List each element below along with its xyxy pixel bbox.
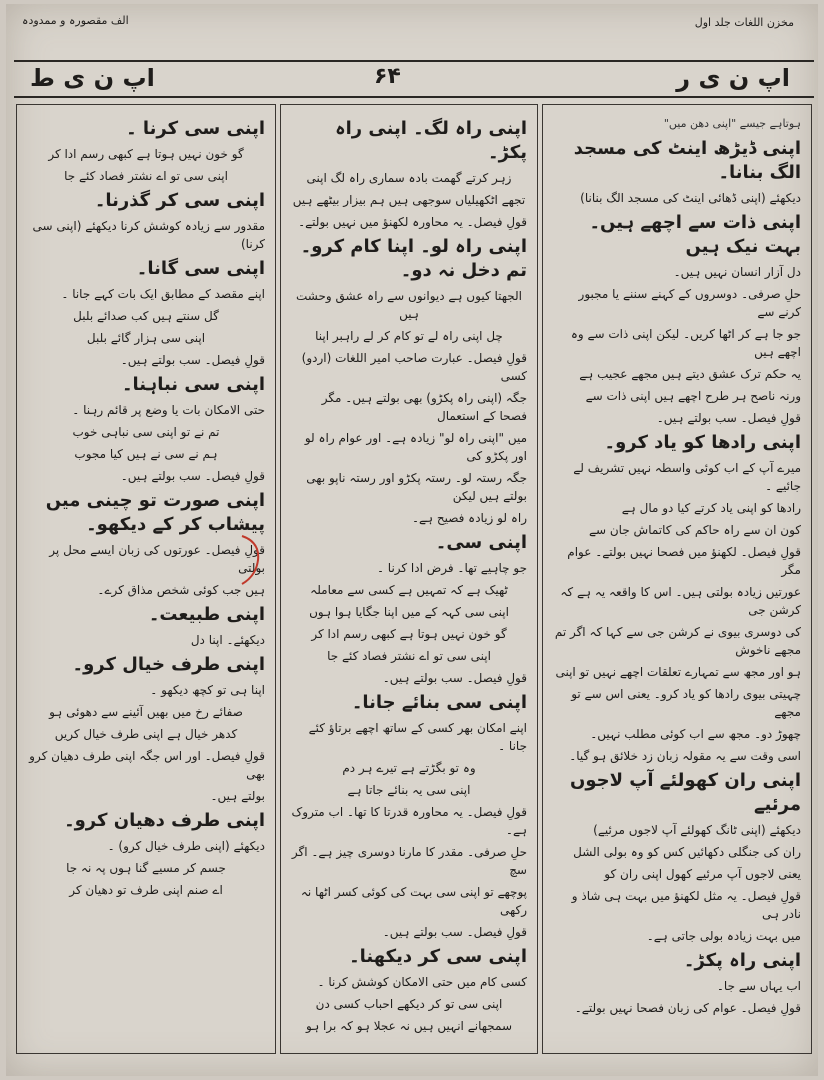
- text-line: کون ان سے راہ حاکم کی کاتماش جان سے: [588, 523, 801, 537]
- text-line: میں بہت زیادہ بولی جاتی ہے۔: [646, 929, 801, 943]
- page-header: [14, 60, 814, 98]
- header-left-letters: اپ ن ی ط: [30, 64, 155, 92]
- verse-line: اپنی سی تو اے نشتر فصاد کئے جا: [327, 649, 491, 663]
- text-line: قولِ فیصل۔ یہ مثل لکھنؤ میں بہت ہی شاذ و نادر ہی: [571, 889, 801, 921]
- entry-headword: اپنی راہ لو۔ اپنا کام کرو۔ تم دخل نہ دو۔: [300, 236, 527, 281]
- entry-headword: اپنی سی۔: [435, 532, 527, 553]
- text-line: قولِ فیصل۔ سب بولتے ہیں۔: [120, 469, 265, 483]
- entry-headword: اپنی طرف دھیان کرو۔: [64, 810, 265, 831]
- text-line: یہ حکم ترک عشق دیتے ہیں مجھے عجیب ہے: [579, 367, 801, 381]
- text-line: حتی الامکان بات یا وضع پر قائم رہنا ۔: [72, 403, 265, 417]
- text-line: چھوڑ دو۔ مجھ سے اب کوئی مطلب نہیں۔: [590, 727, 801, 741]
- text-line: دیکھئے (اپنی ٹانگ کھولئے آپ لاجوں مرئیے): [593, 823, 801, 837]
- verse-line: تم نے تو اپنی سی نباہی خوب: [72, 425, 220, 439]
- text-line: قولِ فیصل۔ عبارت صاحب امیر اللغات (اردو) کسی: [301, 351, 527, 383]
- text-line: ہیں جب کوئی شخص مذاق کرے۔: [97, 583, 265, 597]
- entry-headword: اپنی سی نباہنا۔: [122, 374, 265, 395]
- verse-line: اپنی سی یہ بنائے جاتا ہے: [347, 783, 471, 797]
- text-line: قولِ فیصل۔ عوام کی زبان فصحا نہیں بولتے۔: [574, 1001, 801, 1015]
- text-line: حلِ صرفی۔ مقدر کا مارنا دوسری چیز ہے۔ اگر سچ: [291, 845, 527, 877]
- verse-line: الجھتا کیوں ہے دیوانوں سے راہ عشق وحشت ہیں: [295, 289, 523, 321]
- text-line: حلِ صرفی۔ دوسروں کے کہنے سننے یا مجبور کرنے سے: [578, 287, 801, 319]
- entry-headword: اپنی ڈیڑھ اینٹ کی مسجد الگ بنانا۔: [573, 138, 801, 183]
- entry-headword: اپنی سی گانا۔: [136, 258, 265, 279]
- verse-line: سمجھانے انہیں ہیں نہ عجلا ہو کہ برا ہو: [306, 1019, 512, 1033]
- text-column-left: [16, 104, 276, 1054]
- entry-headword: اپنی صورت تو چینی میں پیشاب کر کے دیکھو۔: [45, 490, 265, 535]
- text-line: اپنا ہی تو کچھ دیکھو ۔: [150, 683, 265, 697]
- entry-headword: اپنی رادھا کو یاد کرو۔: [604, 432, 801, 453]
- book-title-note: مخزن اللغات جلد اول: [694, 16, 794, 29]
- entry-headword: اپنی طرف خیال کرو۔: [72, 654, 265, 675]
- text-line: بولتے ہیں۔: [210, 789, 265, 803]
- verse-line: اپنی سی تو کر دیکھے احباب کسی دن: [315, 997, 503, 1011]
- entry-headword: اپنی سی کرنا ۔: [126, 118, 265, 139]
- verse-line: جسم کر مسیے گنا ہوں پہ نہ جا: [66, 861, 226, 875]
- text-line: عورتیں زیادہ بولتی ہیں۔ اس کا واقعہ یہ ہے کہ کرشن جی: [560, 585, 801, 617]
- text-column-right: [542, 104, 812, 1054]
- text-line: اب یہاں سے جا۔: [716, 979, 801, 993]
- verse-line: ہم نے سی نے ہیں کیا مجوب: [74, 447, 218, 461]
- text-line: جگہ (اپنی راہ پکڑو) بھی بولتے ہیں۔ مگر فصحا کے استعمال: [321, 391, 527, 423]
- entry-headword: اپنی ذات سے اچھے ہیں۔ بہت نیک ہیں: [589, 212, 801, 257]
- text-line: دیکھئے (اپنی طرف خیال کرو) ۔: [107, 839, 265, 853]
- text-line: دیکھئے (اپنی ڈھائی اینٹ کی مسجد الگ بنانا): [580, 191, 801, 205]
- verse-line: صفائے رخ میں بھیں آئینے سے دھوئی ہو: [49, 705, 243, 719]
- text-line: میں "اپنی راہ لو" زیادہ ہے۔ اور عوام راہ لو اور پکڑو کی: [304, 431, 527, 463]
- text-line: ہو اور مجھ سے تمہارے تعلقات اچھے نہیں تو اپنی: [555, 665, 801, 679]
- text-line: دل آزار انسان نہیں ہیں۔: [673, 265, 801, 279]
- text-line: جو جا ہے کر اٹھا کریں۔ لیکن اپنی ذات سے وہ اچھے ہیں: [570, 327, 801, 359]
- entry-headword: اپنی سی کر دیکھنا۔: [349, 946, 527, 967]
- page-number: ۶۴: [374, 64, 401, 89]
- entry-headword: اپنی راہ پکڑ۔: [683, 950, 801, 971]
- header-right-letters: اپ ن ی ر: [676, 64, 790, 92]
- entry-headword: اپنی ران کھولئے آپ لاجوں مرئیے: [569, 770, 801, 815]
- text-line: پوچھے تو اپنی سی بہت کی کوئی کسر اٹھا نہ رکھی: [300, 885, 527, 917]
- verse-line: اپنی سی تو اے نشتر فصاد کئے جا: [64, 169, 228, 183]
- verse-line: ٹھیک ہے کہ تمہیں ہے کسی سے معاملہ: [310, 583, 508, 597]
- verse-line: وہ تو بگڑتے ہے تیرے ہر دم: [342, 761, 476, 775]
- text-line: قولِ فیصل۔ عورتوں کی زبان ایسے محل پر بولتی: [49, 543, 265, 575]
- text-line: راہ لو زیادہ فصیح ہے۔: [411, 511, 527, 525]
- scanned-page: [6, 4, 818, 1076]
- text-line: ورنہ ناصح ہر طرح اچھے ہیں اپنی ذات سے: [585, 389, 801, 403]
- red-ink-bracket: [238, 532, 264, 588]
- text-line: اپنے امکان بھر کسی کے ساتھ اچھے برتاؤ کئے جانا ۔: [308, 721, 527, 753]
- verse-line: گو خون نہیں ہوتا ہے کبھی رسم ادا کر: [48, 147, 244, 161]
- entry-headword: اپنی راہ لگ۔ اپنی راہ پکڑ۔: [335, 118, 527, 163]
- text-line: یعنی لاجوں آپ مرئیے کھول اپنی ران کو: [604, 867, 801, 881]
- text-line: قولِ فیصل۔ اور اس جگہ اپنی طرف دھیان کرو بھی: [29, 749, 265, 781]
- text-column-middle: [280, 104, 538, 1054]
- text-line: مقدور سے زیادہ کوشش کرنا دیکھئے (اپنی سی کرنا): [32, 219, 265, 251]
- text-line: چہیتی بیوی رادھا کو یاد کرو۔ یعنی اس سے تو مجھے: [571, 687, 801, 719]
- verse-line: اپنی سی کہہ کے میں اپنا جگایا ہوا ہوں: [309, 605, 509, 619]
- text-line: میرے آپ کے اب کوئی واسطہ نہیں تشریف لے جائیے ۔: [573, 461, 801, 493]
- text-line: قولِ فیصل۔ سب بولتے ہیں۔: [656, 411, 801, 425]
- entry-headword: اپنی سی کر گذرنا۔: [94, 190, 265, 211]
- text-line: ہوتاہے جیسے "اپنی دھن میں": [663, 117, 801, 130]
- text-line: دیکھئے۔ اپنا دل: [190, 633, 265, 647]
- verse-line: زہر کرتے گھمت بادہ سماری راہ لگ اپنی: [306, 171, 512, 185]
- text-line: قولِ فیصل۔ یہ محاورہ قدرتا کا تھا۔ اب متروک ہے۔: [291, 805, 527, 837]
- text-line: قولِ فیصل۔ لکھنؤ میں فصحا نہیں بولتے۔ عوام مگر: [567, 545, 801, 577]
- verse-line: کدھر خیال ہے اپنی طرف خیال کریں: [54, 727, 238, 741]
- text-line: کی دوسری بیوی نے کرشن جی سے کہا کہ اگر تم مجھے ناخوش: [554, 625, 801, 657]
- verse-line: تجھے اٹکھیلیاں سوجھی ہیں ہم بیزار بیٹھے ہیں: [292, 193, 526, 207]
- entry-headword: اپنی سی بنائے جانا۔: [351, 692, 527, 713]
- text-line: اپنے مقصد کے مطابق ایک بات کہے جانا ۔: [61, 287, 265, 301]
- text-line: قولِ فیصل۔ سب بولتے ہیں۔: [120, 353, 265, 367]
- verse-line: اپنی سی ہزار گائے بلبل: [86, 331, 206, 345]
- verse-line: گو خون نہیں ہوتا ہے کبھی رسم ادا کر: [311, 627, 507, 641]
- text-line: جگہ رستہ لو۔ رستہ پکڑو اور رستہ ناپو بھی بولتے ہیں لیکن: [306, 471, 527, 503]
- text-line: رادھا کو اپنی یاد کرتے کیا دو مال ہے: [621, 501, 801, 515]
- text-line: کسی کام میں حتی الامکان کوشش کرنا ۔: [317, 975, 527, 989]
- text-line: قولِ فیصل۔ سب بولتے ہیں۔: [382, 671, 527, 685]
- verse-line: چل اپنی راہ لے تو کام کر لے راہبر اپنا: [315, 329, 503, 343]
- text-line: ران کی جنگلی دکھائیں کس کو وہ بولی الشل: [573, 845, 801, 859]
- top-notes: [6, 10, 818, 32]
- verse-line: اے صنم اپنی طرف تو دھیان کر: [69, 883, 223, 897]
- text-line: جو چاہیے تھا۔ فرض ادا کرنا ۔: [376, 561, 527, 575]
- text-line: قولِ فیصل۔ یہ محاورہ لکھنؤ میں نہیں بولتے۔: [298, 215, 527, 229]
- verse-line: گل سنتے ہیں کب صدائے بلبل: [73, 309, 219, 323]
- entry-headword: اپنی طبیعت۔: [148, 604, 265, 625]
- text-line: قولِ فیصل۔ سب بولتے ہیں۔: [382, 925, 527, 939]
- text-line: اسی وقت سے یہ مقولہ زبان زد خلائق ہو گیا۔: [569, 749, 801, 763]
- section-note: الف مقصورہ و ممدودہ: [22, 14, 129, 27]
